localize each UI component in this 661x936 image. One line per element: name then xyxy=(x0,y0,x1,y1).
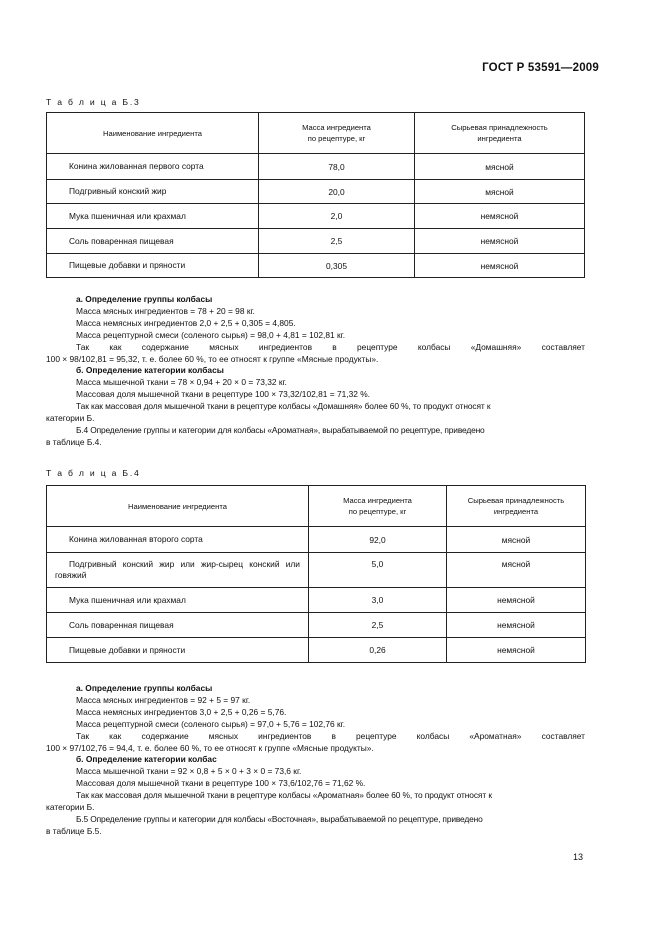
row-type: немясной xyxy=(447,638,586,663)
section-title: а. Определение группы колбасы xyxy=(76,294,213,304)
paragraph: 100 × 98/102,81 = 95,32, т. е. более 60 %, то ее относят к группе «Мясные продукты». xyxy=(46,353,379,364)
paragraph: Масса немясных ингредиентов 3,0 + 2,5 + 0,26 = 5,76. xyxy=(76,706,287,717)
table-b3 xyxy=(46,112,585,278)
row-name: Мука пшеничная или крахмал xyxy=(47,588,309,613)
section-title: б. Определение категории колбас xyxy=(76,754,217,765)
paragraph: Масса мышечной ткани = 92 × 0,8 + 5 × 0 + 3 × 0 = 73,6 кг. xyxy=(76,766,302,777)
paragraph: Б.4 Определение группы и категории для колбасы «Ароматная», вырабатываемой по рецептуре, приведено xyxy=(76,424,485,435)
section-b4-text xyxy=(46,683,585,838)
row-type: мясной xyxy=(415,154,585,180)
paragraph: Б.5 Определение группы и категории для колбасы «Восточная», вырабатываемой по рецептуре, приведено xyxy=(76,813,483,824)
row-type: немясной xyxy=(415,229,585,254)
row-type: мясной xyxy=(447,527,586,553)
row-mass: 20,0 xyxy=(259,180,415,204)
table-b3-caption: Т а б л и ц а Б.3 xyxy=(46,97,141,107)
paragraph: Масса мясных ингредиентов = 92 + 5 = 97 кг. xyxy=(76,694,251,705)
section-title: б. Определение категории колбасы xyxy=(76,365,224,376)
paragraph: в таблице Б.5. xyxy=(46,825,102,836)
row-mass: 78,0 xyxy=(259,154,415,180)
row-mass: 0,26 xyxy=(309,638,447,663)
table-row xyxy=(47,254,585,278)
row-name: Пищевые добавки и пряности xyxy=(47,254,259,278)
paragraph: Так как содержание мясных ингредиентов в рецептуре колбасы «Домашняя» составляет xyxy=(76,341,585,352)
table-b4-col-name: Наименование ингредиента xyxy=(47,486,309,527)
section-b3-text xyxy=(46,294,585,449)
row-type: мясной xyxy=(415,180,585,204)
paragraph: Масса немясных ингредиентов 2,0 + 2,5 + 0,305 = 4,805. xyxy=(76,317,296,328)
row-mass: 3,0 xyxy=(309,588,447,613)
table-b4-caption: Т а б л и ц а Б.4 xyxy=(46,468,141,478)
row-mass: 92,0 xyxy=(309,527,447,553)
paragraph: Масса рецептурной смеси (соленого сырья) = 97,0 + 5,76 = 102,76 кг. xyxy=(76,718,346,729)
row-mass: 2,0 xyxy=(259,204,415,229)
table-b4-col-type: Сырьевая принадлежность ингредиента xyxy=(447,486,586,527)
table-b4-col-mass: Масса ингредиента по рецептуре, кг xyxy=(309,486,447,527)
paragraph: Массовая доля мышечной ткани в рецептуре 100 × 73,32/102,81 = 71,32 %. xyxy=(76,389,371,400)
row-type: немясной xyxy=(415,254,585,278)
table-row xyxy=(47,204,585,229)
paragraph: Так как массовая доля мышечной ткани в рецептуре колбасы «Домашняя» более 60 %, то продукт относят к xyxy=(76,401,491,412)
table-row xyxy=(47,154,585,180)
paragraph: категории Б. xyxy=(46,802,95,813)
row-name: Соль поваренная пищевая xyxy=(47,229,259,254)
paragraph: Так как содержание мясных ингредиентов в рецептуре колбасы «Ароматная» составляет xyxy=(76,730,585,741)
table-row xyxy=(47,553,586,588)
table-b3-col-name: Наименование ингредиента xyxy=(47,113,259,154)
table-row xyxy=(47,613,586,638)
paragraph: Масса мышечной ткани = 78 × 0,94 + 20 × 0 = 73,32 кг. xyxy=(76,377,287,388)
paragraph: Масса мясных ингредиентов = 78 + 20 = 98 кг. xyxy=(76,305,255,316)
row-name: Подгривный конский жир xyxy=(47,180,259,204)
table-b4 xyxy=(46,485,586,663)
row-name: Пищевые добавки и пряности xyxy=(47,638,309,663)
table-row xyxy=(47,229,585,254)
table-row xyxy=(47,180,585,204)
row-mass: 5,0 xyxy=(309,553,447,588)
row-type: немясной xyxy=(415,204,585,229)
row-name: Подгривный конский жир или жир-сырец конский или говяжий xyxy=(47,553,309,588)
row-type: немясной xyxy=(447,613,586,638)
row-mass: 2,5 xyxy=(259,229,415,254)
row-name: Конина жилованная первого сорта xyxy=(47,154,259,180)
paragraph: Так как массовая доля мышечной ткани в рецептуре колбасы «Ароматная» более 60 %, то продукт относят к xyxy=(76,790,492,801)
row-mass: 0,305 xyxy=(259,254,415,278)
table-row xyxy=(47,588,586,613)
row-mass: 2,5 xyxy=(309,613,447,638)
table-b3-col-type: Сырьевая принадлежность ингредиента xyxy=(415,113,585,154)
row-type: немясной xyxy=(447,588,586,613)
paragraph: в таблице Б.4. xyxy=(46,436,102,447)
row-name: Соль поваренная пищевая xyxy=(47,613,309,638)
table-row xyxy=(47,527,586,553)
paragraph: Масса рецептурной смеси (соленого сырья) = 98,0 + 4,81 = 102,81 кг. xyxy=(76,329,346,340)
table-b3-col-mass: Масса ингредиента по рецептуре, кг xyxy=(259,113,415,154)
paragraph: Массовая доля мышечной ткани в рецептуре 100 × 73,6/102,76 = 71,62 %. xyxy=(76,778,366,789)
paragraph: категории Б. xyxy=(46,413,95,424)
row-name: Конина жилованная второго сорта xyxy=(47,527,309,553)
row-type: мясной xyxy=(447,553,586,588)
section-title: а. Определение группы колбасы xyxy=(76,683,213,693)
table-row xyxy=(47,638,586,663)
page-number: 13 xyxy=(572,852,583,862)
page-header: ГОСТ Р 53591—2009 xyxy=(482,62,599,74)
row-name: Мука пшеничная или крахмал xyxy=(47,204,259,229)
paragraph: 100 × 97/102,76 = 94,4, т. е. более 60 %, то ее относят к группе «Мясные продукты». xyxy=(46,742,374,753)
